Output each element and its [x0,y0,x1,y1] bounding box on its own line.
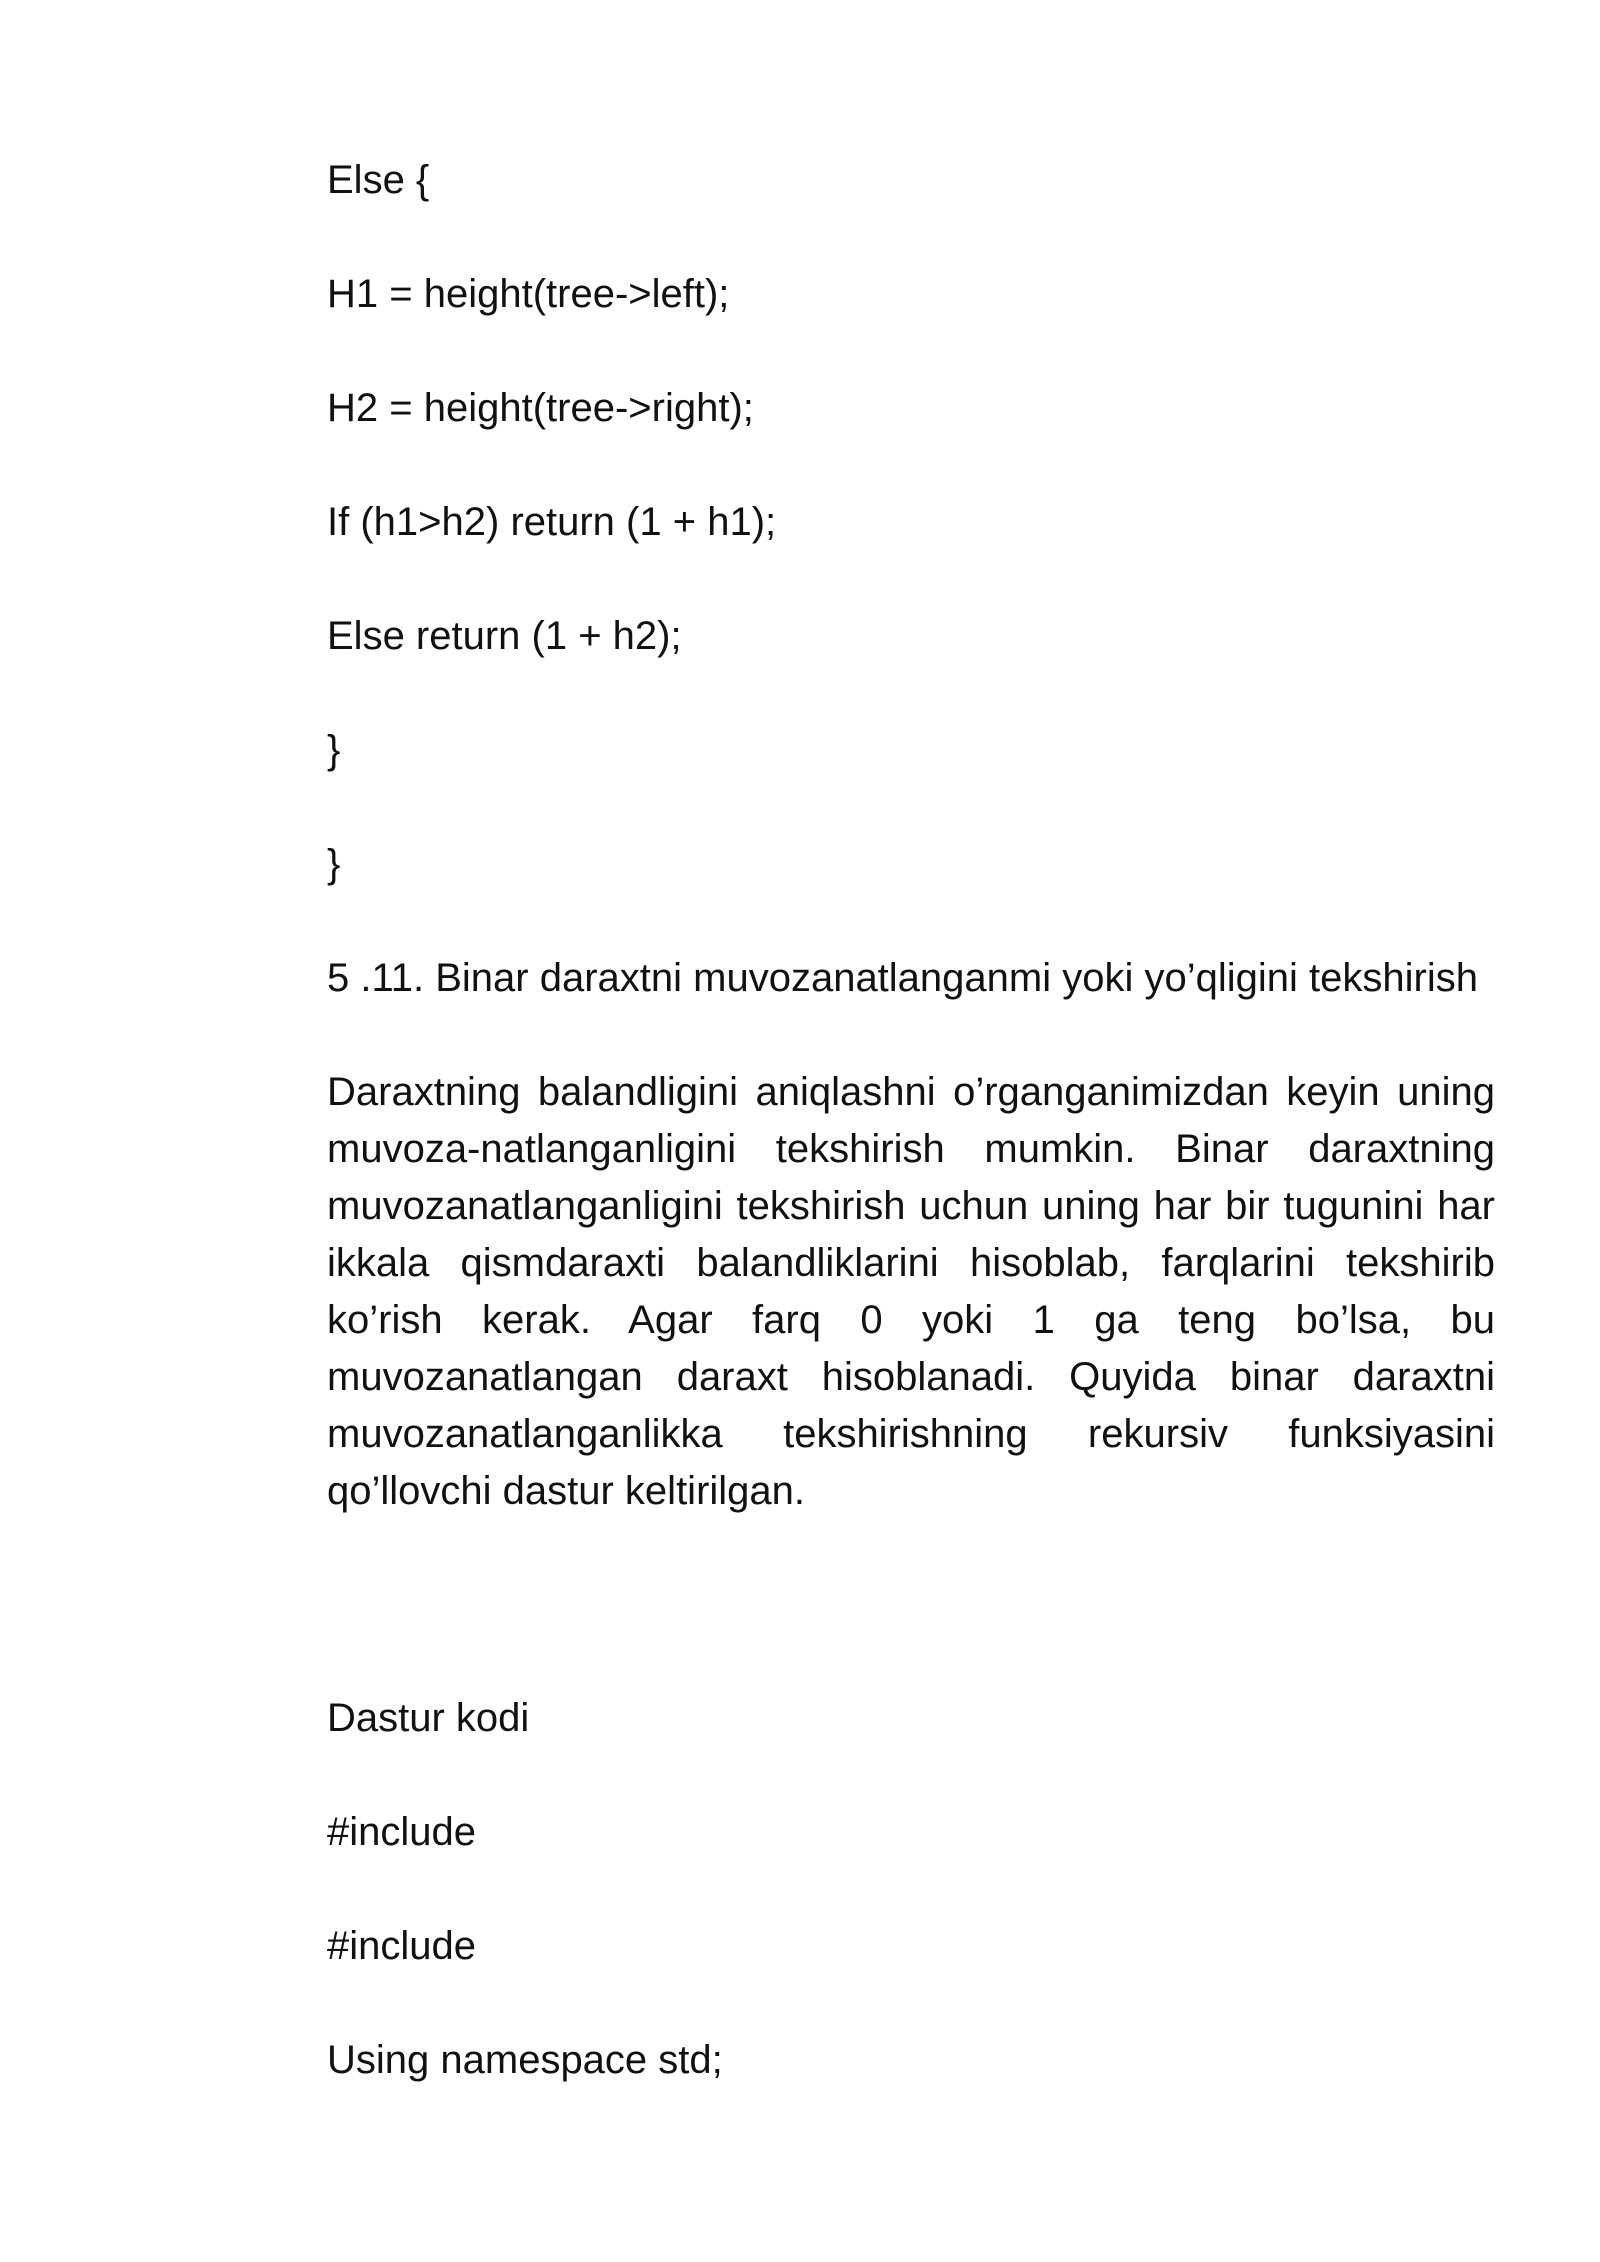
code-line: Using namespace std; [327,2038,723,2082]
paragraph-line: muvoza-natlanganligini tekshirish mumkin. Binar daraxtning [327,1127,1495,1171]
section-heading: 5 .11. Binar daraxtni muvozanatlanganmi yoki yo’qligini tekshirish [327,956,1478,1000]
code-line: #include [327,1810,477,1854]
code-line: If (h1>h2) return (1 + h1); [327,500,777,544]
code-label: Dastur kodi [327,1696,530,1740]
paragraph-line: muvozanatlanganligini tekshirish uchun uning har bir tugunini har [327,1184,1495,1228]
code-line: H2 = height(tree->right); [327,386,754,430]
code-line: Else { [327,158,430,202]
paragraph-line: ko’rish kerak. Agar farq 0 yoki 1 ga teng bo’lsa, bu [327,1298,1495,1342]
paragraph-line: qo’llovchi dastur keltirilgan. [327,1469,806,1513]
code-line: Else return (1 + h2); [327,614,682,658]
code-line: H1 = height(tree->left); [327,272,730,316]
body-paragraph [327,1064,1495,1520]
code-line: } [327,842,341,886]
paragraph-line: ikkala qismdaraxti balandliklarini hisoblab, farqlarini tekshirib [327,1241,1495,1285]
paragraph-line: Daraxtning balandligini aniqlashni o’rganganimizdan keyin uning [327,1070,1495,1114]
code-line: } [327,728,341,772]
paragraph-line: muvozanatlanganlikka tekshirishning rekursiv funksiyasini [327,1412,1495,1456]
paragraph-line: muvozanatlangan daraxt hisoblanadi. Quyida binar daraxtni [327,1355,1495,1399]
code-line: #include [327,1924,477,1968]
